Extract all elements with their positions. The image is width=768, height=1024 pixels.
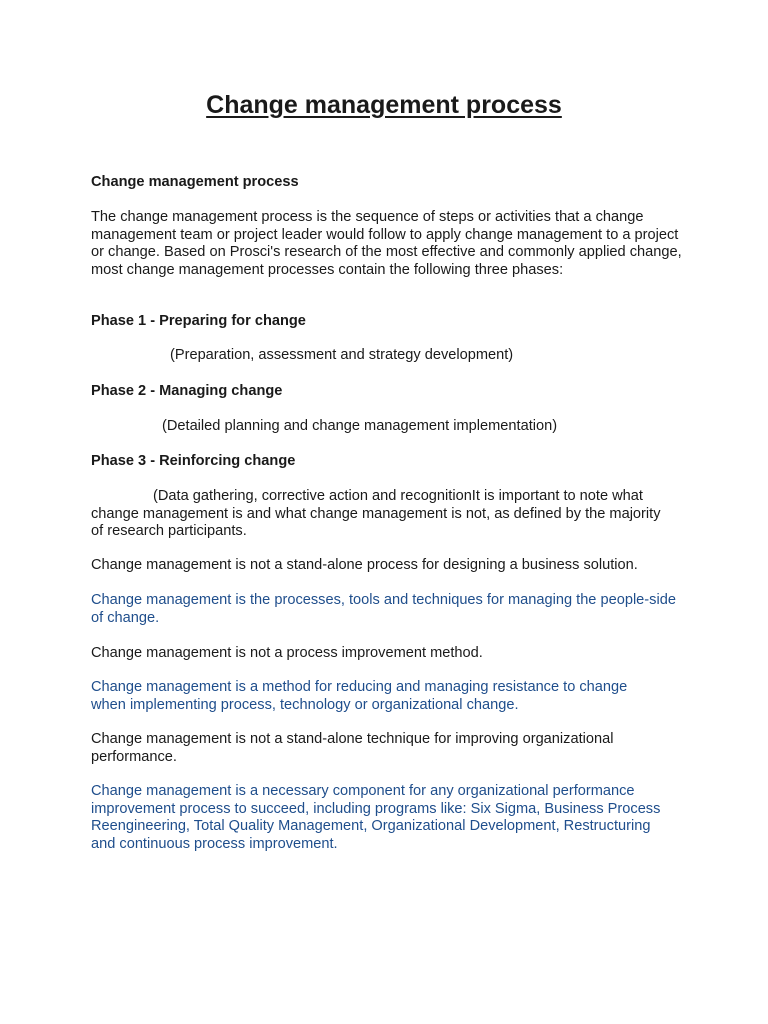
statement-reducing-resistance: Change management is a method for reducing and managing resistance to change when implementing process, technology or organizational change. [91,679,628,713]
intro-paragraph: The change management process is the sequence of steps or activities that a change management team or project leader would follow to apply change management to a project or change. Based on Prosci's research of the most effective and commonly applied change, most change management processes contain the following three phases: [91,209,682,278]
statement-not-standalone-technique: Change management is not a stand-alone technique for improving organizational performance. [91,731,614,765]
phase-1-detail: (Preparation, assessment and strategy development) [170,347,514,363]
statement-not-standalone-process: Change management is not a stand-alone process for designing a business solution. [91,557,638,573]
phase-1-heading: Phase 1 - Preparing for change [91,313,306,329]
phase-2-detail: (Detailed planning and change management implementation) [162,418,558,434]
phase-3-heading: Phase 3 - Reinforcing change [91,453,296,469]
statement-necessary-component: Change management is a necessary component for any organizational performance improvement process to succeed, including programs like: Six Sigma, Business Process Reengineering, Total Quality Management, Organizational Development, Restructuring and continuous process improvement. [91,783,661,852]
statement-not-process-improvement: Change management is not a process improvement method. [91,645,483,661]
phase-3-detail: (Data gathering, corrective action and recognitionIt is important to note what change management is and what change management is not, as defined by the majority of research participants. [91,488,661,539]
phase-2-heading: Phase 2 - Managing change [91,383,283,399]
page-title: Change management process [206,91,562,119]
section-heading: Change management process [91,174,299,190]
statement-people-side: Change management is the processes, tools and techniques for managing the people-side of change. [91,592,676,626]
